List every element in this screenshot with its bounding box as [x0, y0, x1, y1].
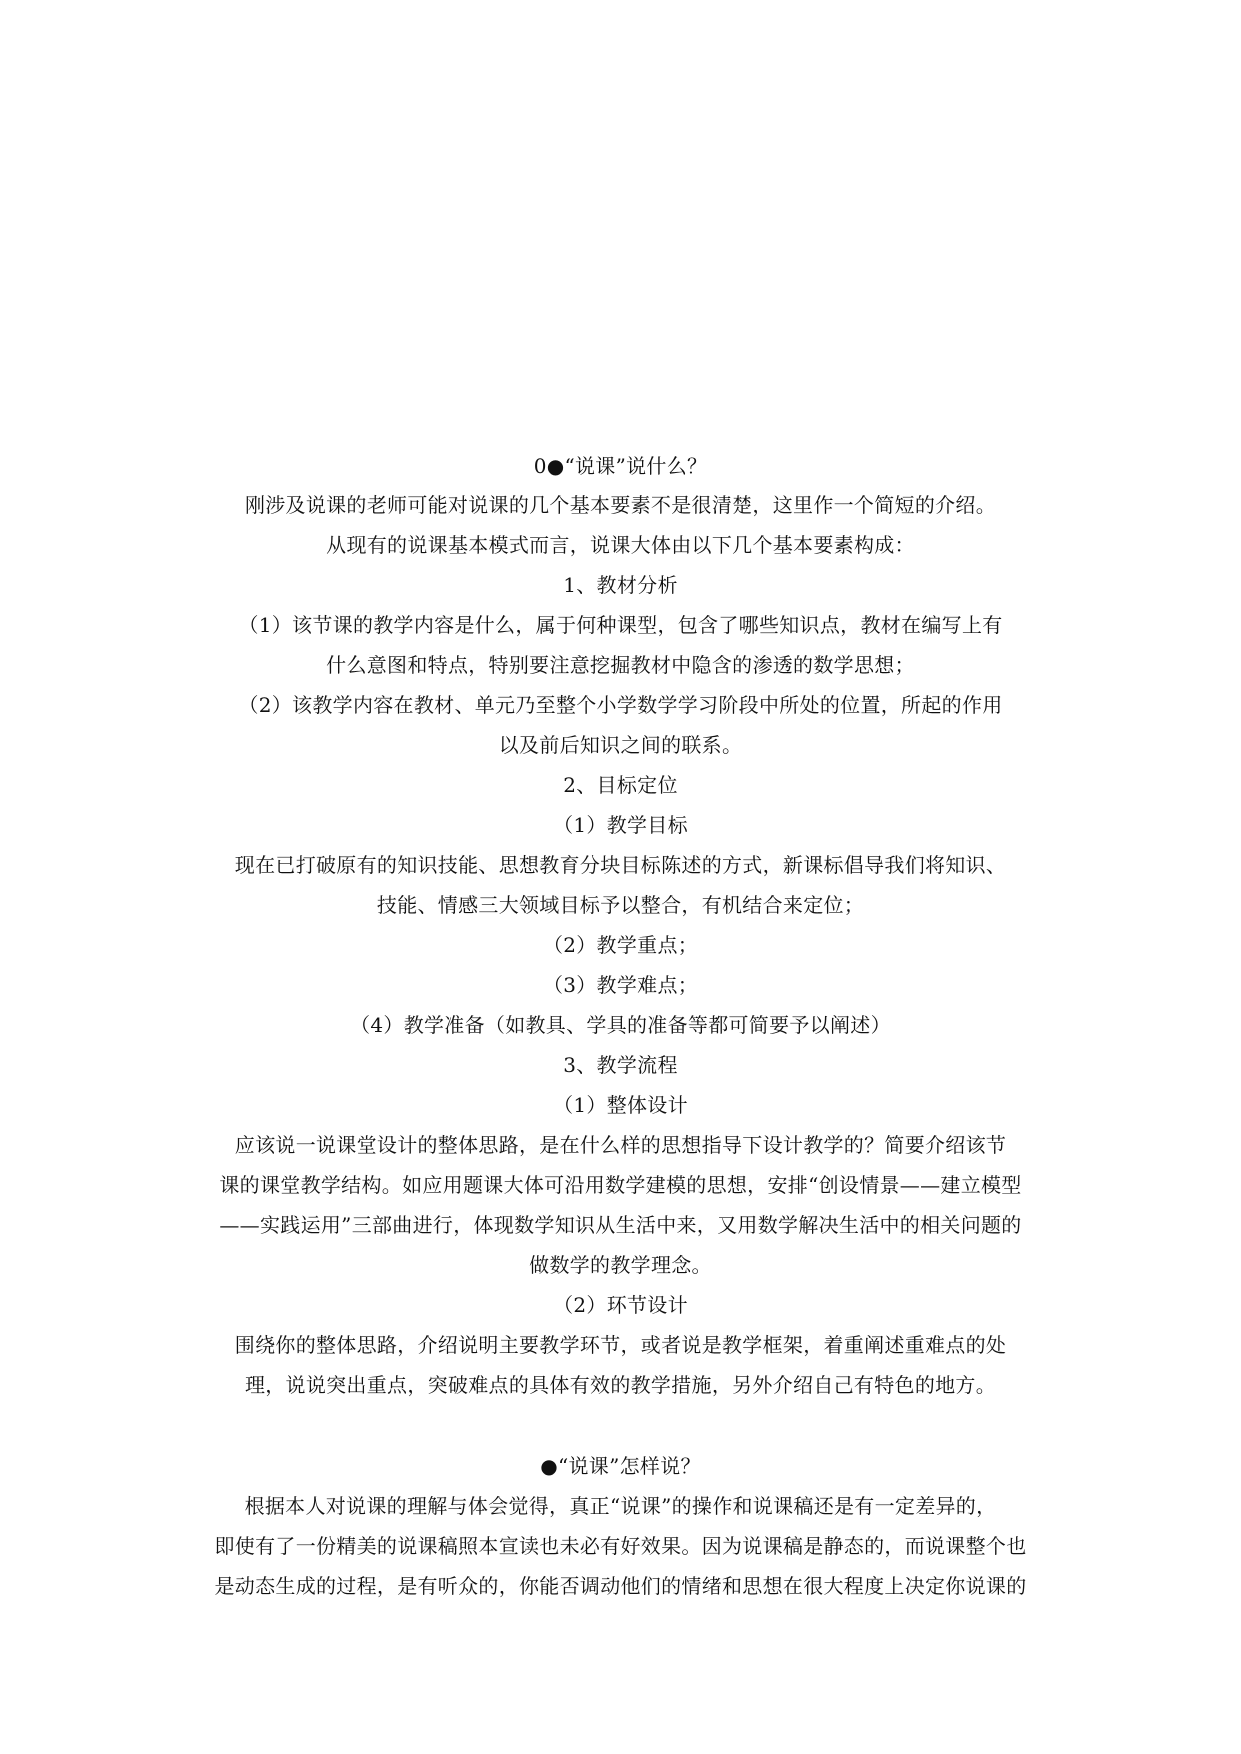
- part1-item1-line1: （1）该节课的教学内容是什么，属于何种课型，包含了哪些知识点，教材在编写上有: [238, 613, 1003, 637]
- part3-item2: （2）环节设计: [553, 1293, 688, 1317]
- part3-item1-desc-line4: 做数学的教学理念。: [529, 1253, 712, 1277]
- part2-item2: （2）教学重点；: [542, 933, 699, 957]
- part1-title: 1、教材分析: [563, 573, 678, 597]
- part1-item2-line2: 以及前后知识之间的联系。: [498, 733, 743, 757]
- section2-para-line1: 根据本人对说课的理解与体会觉得，真正“说课”的操作和说课稿还是有一定差异的，: [244, 1494, 997, 1518]
- section1-heading: 0●“说课”说什么？: [533, 454, 708, 478]
- section2-heading: ●“说课”怎样说？: [540, 1454, 701, 1478]
- part3-title: 3、教学流程: [563, 1053, 678, 1077]
- part1-item2-line1: （2）该教学内容在教材、单元乃至整个小学数学学习阶段中所处的位置，所起的作用: [238, 693, 1003, 717]
- part2-item1: （1）教学目标: [553, 813, 688, 837]
- section2-para-line3: 是动态生成的过程，是有听众的，你能否调动他们的情绪和思想在很大程度上决定你说课的: [214, 1574, 1027, 1598]
- part2-item1-desc-line1: 现在已打破原有的知识技能、思想教育分块目标陈述的方式，新课标倡导我们将知识、: [234, 853, 1007, 877]
- section2-para-line2: 即使有了一份精美的说课稿照本宣读也未必有好效果。因为说课稿是静态的，而说课整个也: [214, 1534, 1027, 1558]
- part3-item2-desc-line1: 围绕你的整体思路，介绍说明主要教学环节，或者说是教学框架，着重阐述重难点的处: [234, 1333, 1007, 1357]
- part3-item1-desc-line2: 课的课堂教学结构。如应用题课大体可沿用数学建模的思想，安排“创设情景——建立模型: [219, 1173, 1022, 1197]
- part2-item1-desc-line2: 技能、情感三大领域目标予以整合，有机结合来定位；: [376, 893, 865, 917]
- part2-title: 2、目标定位: [563, 773, 678, 797]
- part3-item2-desc-line2: 理，说说突出重点，突破难点的具体有效的教学措施，另外介绍自己有特色的地方。: [244, 1373, 997, 1397]
- part3-item1-desc-line1: 应该说一说课堂设计的整体思路，是在什么样的思想指导下设计教学的？简要介绍该节: [234, 1133, 1007, 1157]
- intro-line-2: 从现有的说课基本模式而言，说课大体由以下几个基本要素构成：: [326, 533, 915, 557]
- part1-item1-line2: 什么意图和特点，特别要注意挖掘教材中隐含的渗透的数学思想；: [326, 653, 915, 677]
- intro-line-1: 刚涉及说课的老师可能对说课的几个基本要素不是很清楚，这里作一个简短的介绍。: [244, 493, 997, 517]
- part3-item1: （1）整体设计: [553, 1093, 688, 1117]
- part3-item1-desc-line3: ——实践运用”三部曲进行，体现数学知识从生活中来，又用数学解决生活中的相关问题的: [219, 1213, 1022, 1237]
- part2-item4: （4）教学准备（如教具、学具的准备等都可简要予以阐述）: [350, 1013, 891, 1037]
- part2-item3: （3）教学难点；: [542, 973, 699, 997]
